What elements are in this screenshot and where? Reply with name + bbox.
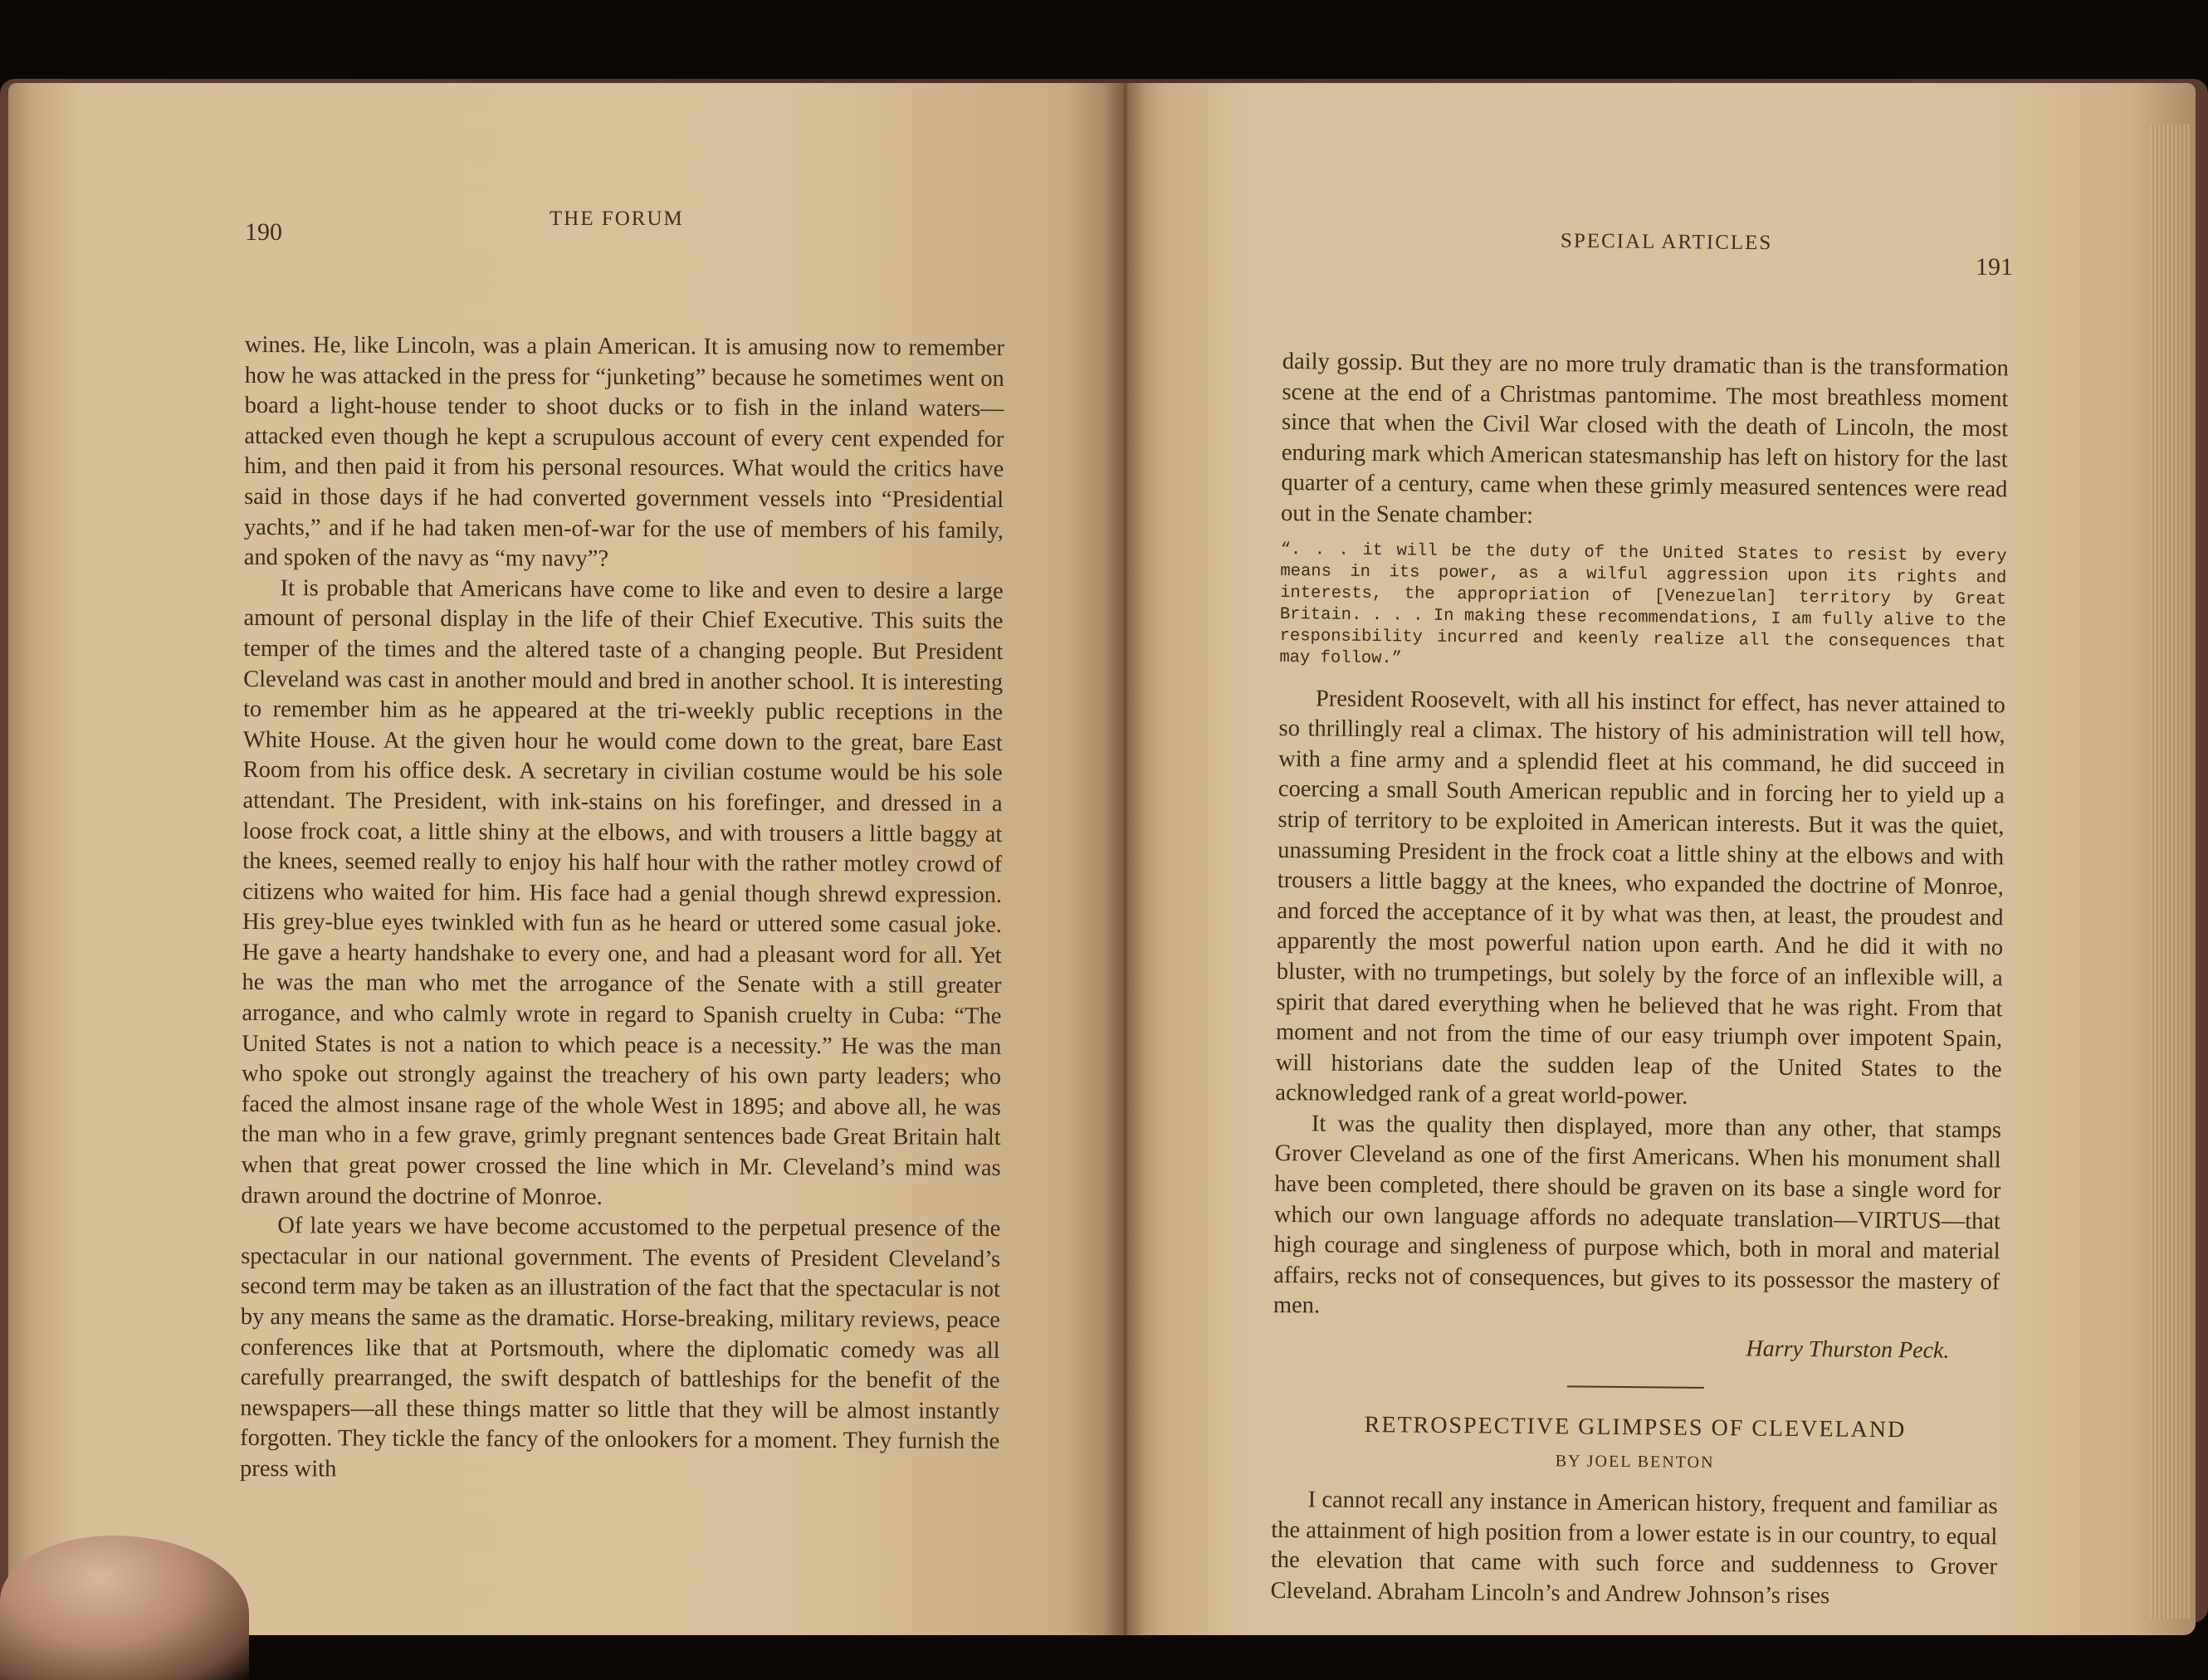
left-text-column <box>240 330 1004 1488</box>
paragraph: wines. He, like Lincoln, was a plain American. It is amusing now to remember how he was attacked in the press for “junketing” because he sometimes went on board a light-house tender to shoot ducks or to fish in the inland waters—attacked even though he kept a scrupulous account of every cent expended for him, and then paid it from his personal resources. What would the critics have said in those days if he had converted government vessels into “Presidential yachts,” and if he had taken men-of-war for the use of members of his family, and spoken of the navy as “my navy”? <box>243 331 1004 573</box>
page-number-left: 190 <box>245 218 282 246</box>
right-page-edges <box>2150 125 2191 1619</box>
running-head-left: THE FORUM <box>550 208 684 230</box>
article-byline: BY JOEL BENTON <box>1555 1452 1715 1472</box>
paragraph: I cannot recall any instance in American history, frequent and familiar as the attainment of high position from a lower estate is in our country, to equal the elevation that came with such force and suddenness to Grover Cleveland. Abraham Lincoln’s and Andrew Johnson’s rises <box>1270 1487 1998 1609</box>
right-page <box>1121 83 2196 1635</box>
paragraph: It is probable that Americans have come to like and even to desire a large amount of personal display in the life of their Chief Executive. This suits the temper of the times and the altered taste of a changing people. But President Cleveland was cast in another mould and bred in another school. It is interesting to remember him as he appeared at the tri-weekly public receptions in the White House. At the given hour he would come down to the great, bare East Room from his office desk. A secretary in civilian costume would be his sole attendant. The President, with ink-stains on his forefinger, and dressed in a loose frock coat, a little shiny at the elbows, and with trousers a little baggy at the knees, seemed really to enjoy his half hour with the rather motley crowd of citizens who waited for him. His face had a genial though shrewd expression. His grey-blue eyes twinkled with fun as he heard or uttered some casual joke. He gave a hearty handshake to every one, and had a pleasant word for all. Yet he was the man who met the arrogance of the Senate with a still greater arrogance, and who calmly wrote in regard to Spanish cruelty in Cuba: “The United States is not a nation to which peace is a necessity.” He was the man who spoke out strongly against the treachery of his own party leaders; who faced the almost insane rage of the whole West in 1895; and above all, he was the man who in a few grave, grimly pregnant sentences bade Great Britain halt when that great power crossed the line which in Mr. Cleveland’s mind was drawn around the doctrine of Monroe. <box>241 574 1004 1210</box>
block-quote: “. . . it will be the duty of the United States to resist by every means in its power, as a wilful aggression upon its rights and interests, the appropriation of [Venezuelan] territory by Great Britain. . . . In making these recommendations, I am fully alive to the responsibility incurred and keenly realize all the consequences that may follow.” <box>1279 540 2007 668</box>
paragraph: Of late years we have become accustomed to the perpetual presence of the spectacular in our national government. The events of President Cleveland’s second term may be taken as an illustration of the fact that the spectacular is not by any means the same as the dramatic. Horse-breaking, military reviews, peace conferences like that at Portsmouth, where the diplomatic comedy was all carefully prearranged, the swift despatch of battleships for the benefit of the newspapers—all these things matter so little that they will be almost instantly forgotten. They tickle the fancy of the onlookers for a moment. They furnish the press with <box>239 1213 1001 1482</box>
book-gutter <box>1104 83 1146 1635</box>
paragraph: daily gossip. But they are no more truly dramatic than is the transformation scene at the end of a Christmas pantomime. The most breathless moment since that when the Civil War closed with the death of Lincoln, the most enduring mark which American statesmanship has left on history for the last quarter of a century, came when these grimly measured sentences were read out in the Senate chamber: <box>1280 348 2009 529</box>
page-number-right: 191 <box>1976 253 2013 281</box>
article-title: RETROSPECTIVE GLIMPSES OF CLEVELAND <box>1364 1412 1907 1443</box>
author-signature: Harry Thurston Peck. <box>1746 1336 1950 1364</box>
paragraph: It was the quality then displayed, more than any other, that stamps Grover Cleveland as one of the first Americans. When his monument shall have been completed, there should be graven on its base a single word for which our own language affords no adequate translation—VIRTUS—that high courage and singleness of purpose which, both in moral and material affairs, recks not of consequences, but gives to its possessor the mastery of men. <box>1273 1111 2002 1319</box>
section-divider <box>1567 1385 1704 1389</box>
paragraph: President Roosevelt, with all his instinct for effect, has never attained to so thrillingly real a climax. The history of his administration will tell how, with a fine army and a splendid fleet at his command, he did succeed in coercing a small South American republic and in forcing her to yield up a strip of territory to be exploited in American interests. But it was the quiet, unassuming President in the frock coat a little shiny at the elbows and with trousers a little baggy at the knees, who expanded the doctrine of Monroe, and forced the acceptance of it by what was then, at least, the proudest and apparently the most powerful nation upon earth. And he did it with no bluster, with no trumpetings, but solely by the force of an inflexible will, a spirit that dared everything when he believed that he was right. From that moment and not from the time of our easy triumph over impotent Spain, will historians date the sudden leap of the United States to the acknowledged rank of a great world-power. <box>1275 685 2006 1111</box>
left-page <box>8 83 1121 1635</box>
right-text-column <box>1270 347 2009 1614</box>
running-head-right: SPECIAL ARTICLES <box>1560 229 1773 255</box>
